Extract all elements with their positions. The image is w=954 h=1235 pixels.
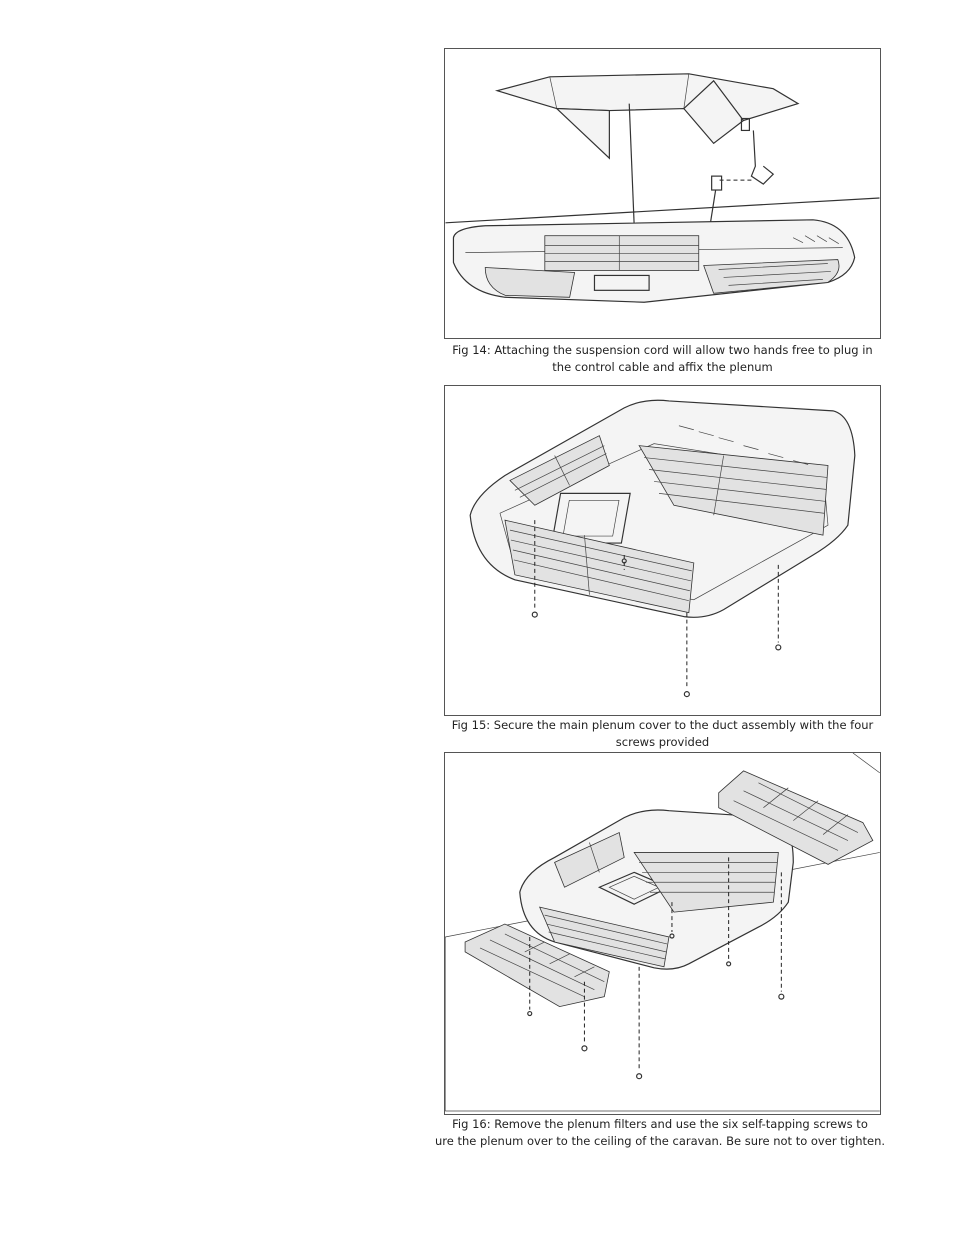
figure-14-caption-line-2: the control cable and affix the plenum [552, 360, 773, 374]
figure-15-caption [440, 717, 885, 751]
figure-16-caption-line-2: ure the plenum over to the ceiling of the caravan. Be sure not to over tighten. [434, 1134, 886, 1148]
figure-14-caption-line-1: Fig 14: Attaching the suspension cord will allow two hands free to plug in [452, 343, 873, 357]
figure-15-caption-line-1: Fig 15: Secure the main plenum cover to the duct assembly with the four [451, 718, 874, 732]
figure-16-caption-line-1: Fig 16: Remove the plenum filters and use the six self-tapping screws to [452, 1117, 868, 1131]
figure-16-illustration [444, 752, 881, 1115]
figure-15-illustration [444, 385, 881, 716]
figure-14-caption [440, 342, 885, 376]
figure-15-caption-line-2: screws provided [615, 735, 710, 749]
figure-14-illustration [444, 48, 881, 339]
figure-16-caption [425, 1116, 895, 1150]
